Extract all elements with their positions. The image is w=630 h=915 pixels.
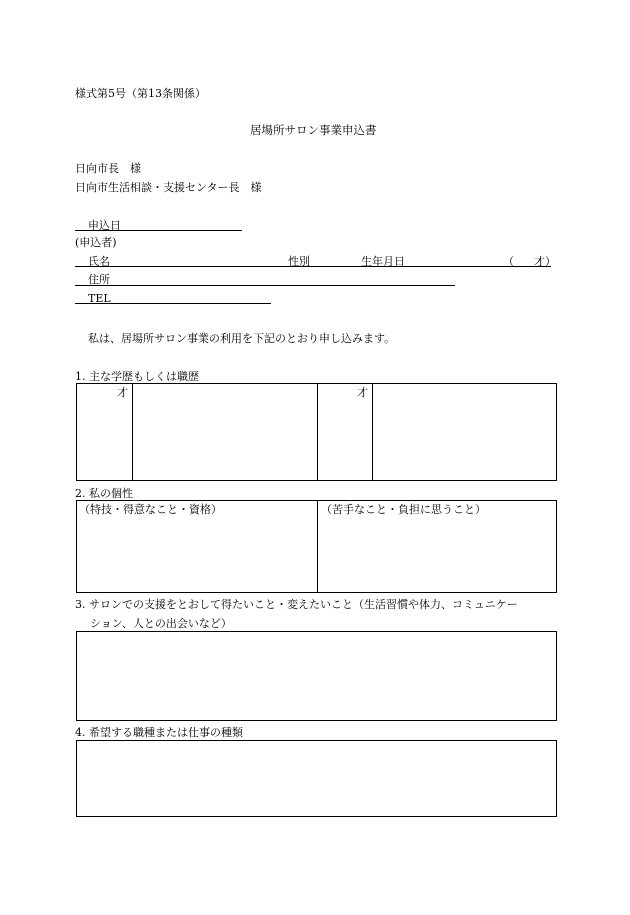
intro-text: 私は、居場所サロン事業の利用を下記のとおり申し込みます。: [88, 332, 396, 345]
birthdate-label: 生年月日: [361, 255, 405, 268]
addressee-center-director: 日向市生活相談・支援センター長 様: [75, 181, 262, 194]
section1-heading: 1. 主な学歴もしくは職歴: [75, 370, 199, 383]
applicant-label: (申込者): [75, 236, 117, 249]
weaknesses-label: （苦手なこと・負担に思うこと）: [321, 503, 486, 516]
strengths-label: （特技・得意なこと・資格）: [79, 503, 222, 516]
history-divider-1: [132, 384, 133, 480]
section3-heading-line2: ション、人との出会いなど）: [90, 617, 232, 630]
personality-table: [76, 500, 557, 593]
address-label: 住所: [88, 273, 110, 286]
application-date-label: 申込日: [88, 219, 121, 232]
page-title: 居場所サロン事業申込書: [250, 123, 377, 137]
name-label: 氏名: [88, 255, 110, 268]
tel-field[interactable]: [75, 303, 271, 304]
age-open: （: [503, 255, 514, 268]
goals-box[interactable]: [76, 631, 557, 721]
gender-label: 性別: [288, 255, 310, 268]
form-number: 様式第5号（第13条関係）: [75, 87, 206, 100]
section3-heading-line1: 3. サロンでの支援をとおして得たいこと・変えたいこと（生活習慣や体力、コミュニケー: [75, 598, 518, 611]
address-field[interactable]: [75, 285, 455, 286]
addressee-mayor: 日向市長 様: [75, 162, 141, 175]
age-label-right: 才: [357, 386, 368, 399]
age-close: 才）: [534, 255, 556, 268]
history-divider-3: [372, 384, 373, 480]
section4-heading: 4. 希望する職種または仕事の種類: [75, 726, 243, 739]
desired-job-box[interactable]: [76, 740, 557, 817]
personality-divider: [317, 501, 318, 592]
history-table: [76, 383, 557, 481]
section2-heading: 2. 私の個性: [75, 487, 133, 500]
age-label-left: 才: [117, 386, 128, 399]
name-row-field[interactable]: [75, 266, 551, 267]
application-date-field[interactable]: [75, 230, 242, 231]
history-divider-2: [317, 384, 318, 480]
tel-label: TEL: [88, 292, 111, 305]
